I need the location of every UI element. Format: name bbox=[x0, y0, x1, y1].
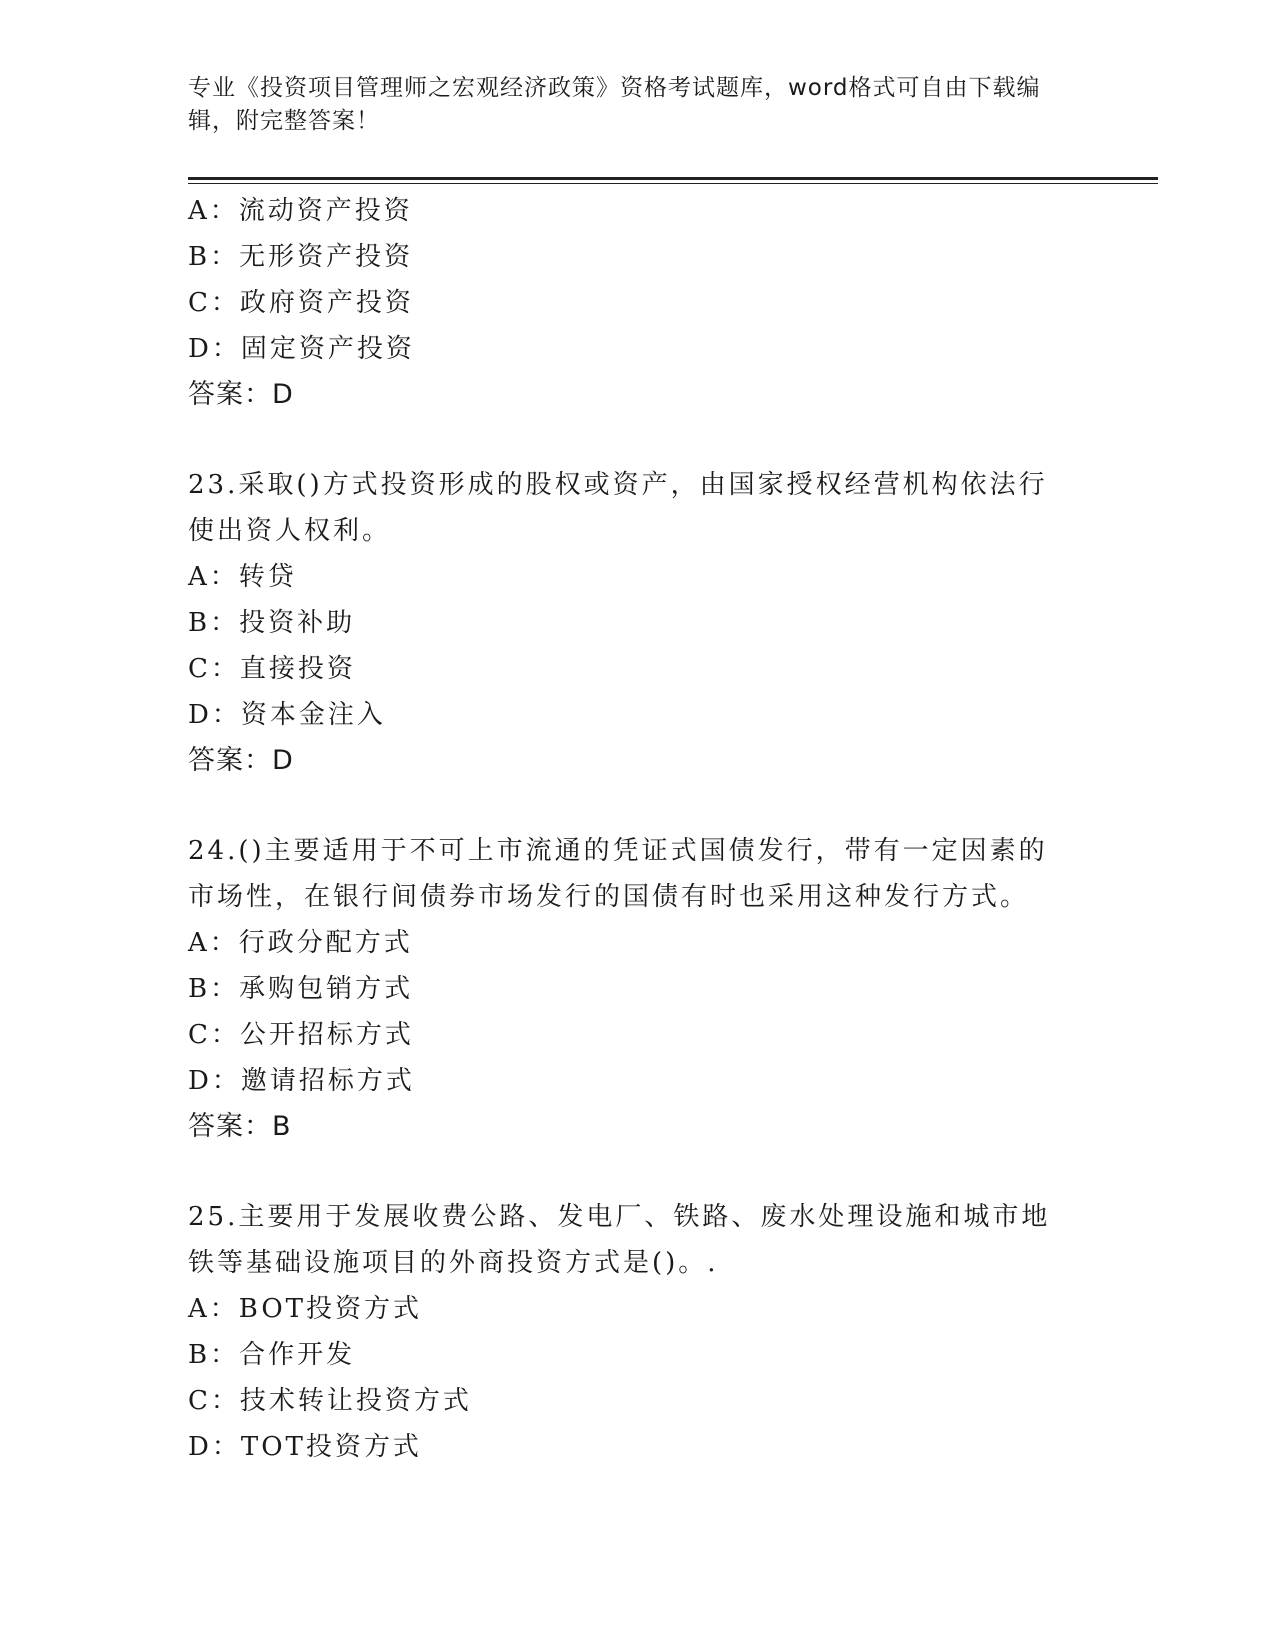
question-block bbox=[188, 462, 1068, 784]
option-d: D：固定资产投资 bbox=[188, 334, 415, 364]
option-a: A：BOT投资方式 bbox=[188, 1294, 423, 1324]
answer-line: 答案：D bbox=[188, 379, 294, 410]
document-header: 专业《投资项目管理师之宏观经济政策》资格考试题库，word格式可自由下载编辑，附完整答案！ bbox=[188, 75, 1041, 134]
header-divider-thin bbox=[188, 183, 1158, 184]
option-c: C：政府资产投资 bbox=[188, 288, 414, 318]
option-b: B：合作开发 bbox=[188, 1340, 356, 1370]
option-b: B：无形资产投资 bbox=[188, 242, 414, 272]
option-b: B：投资补助 bbox=[188, 608, 356, 638]
option-d: D：资本金注入 bbox=[188, 700, 386, 730]
option-d: D：邀请招标方式 bbox=[188, 1066, 415, 1096]
question-list bbox=[188, 188, 1068, 1470]
answer-line: 答案：D bbox=[188, 745, 294, 776]
option-c: C：直接投资 bbox=[188, 654, 356, 684]
question-block bbox=[188, 828, 1068, 1150]
question-block bbox=[188, 1194, 1068, 1470]
option-a: A：转贷 bbox=[188, 562, 297, 592]
question-text: 23.采取()方式投资形成的股权或资产，由国家授权经营机构依法行使出资人权利。 bbox=[188, 470, 1048, 546]
option-b: B：承购包销方式 bbox=[188, 974, 414, 1004]
option-d: D：TOT投资方式 bbox=[188, 1432, 422, 1462]
question-text: 25.主要用于发展收费公路、发电厂、铁路、废水处理设施和城市地铁等基础设施项目的外商投资方式是()。. bbox=[188, 1202, 1051, 1278]
option-c: C：公开招标方式 bbox=[188, 1020, 414, 1050]
answer-line: 答案：B bbox=[188, 1111, 292, 1142]
question-text: 24.()主要适用于不可上市流通的凭证式国债发行，带有一定因素的市场性，在银行间债券市场发行的国债有时也采用这种发行方式。 bbox=[188, 836, 1048, 912]
question-block bbox=[188, 188, 1068, 418]
option-a: A：行政分配方式 bbox=[188, 928, 413, 958]
option-c: C：技术转让投资方式 bbox=[188, 1386, 472, 1416]
option-a: A：流动资产投资 bbox=[188, 196, 413, 226]
header-divider bbox=[188, 177, 1158, 180]
